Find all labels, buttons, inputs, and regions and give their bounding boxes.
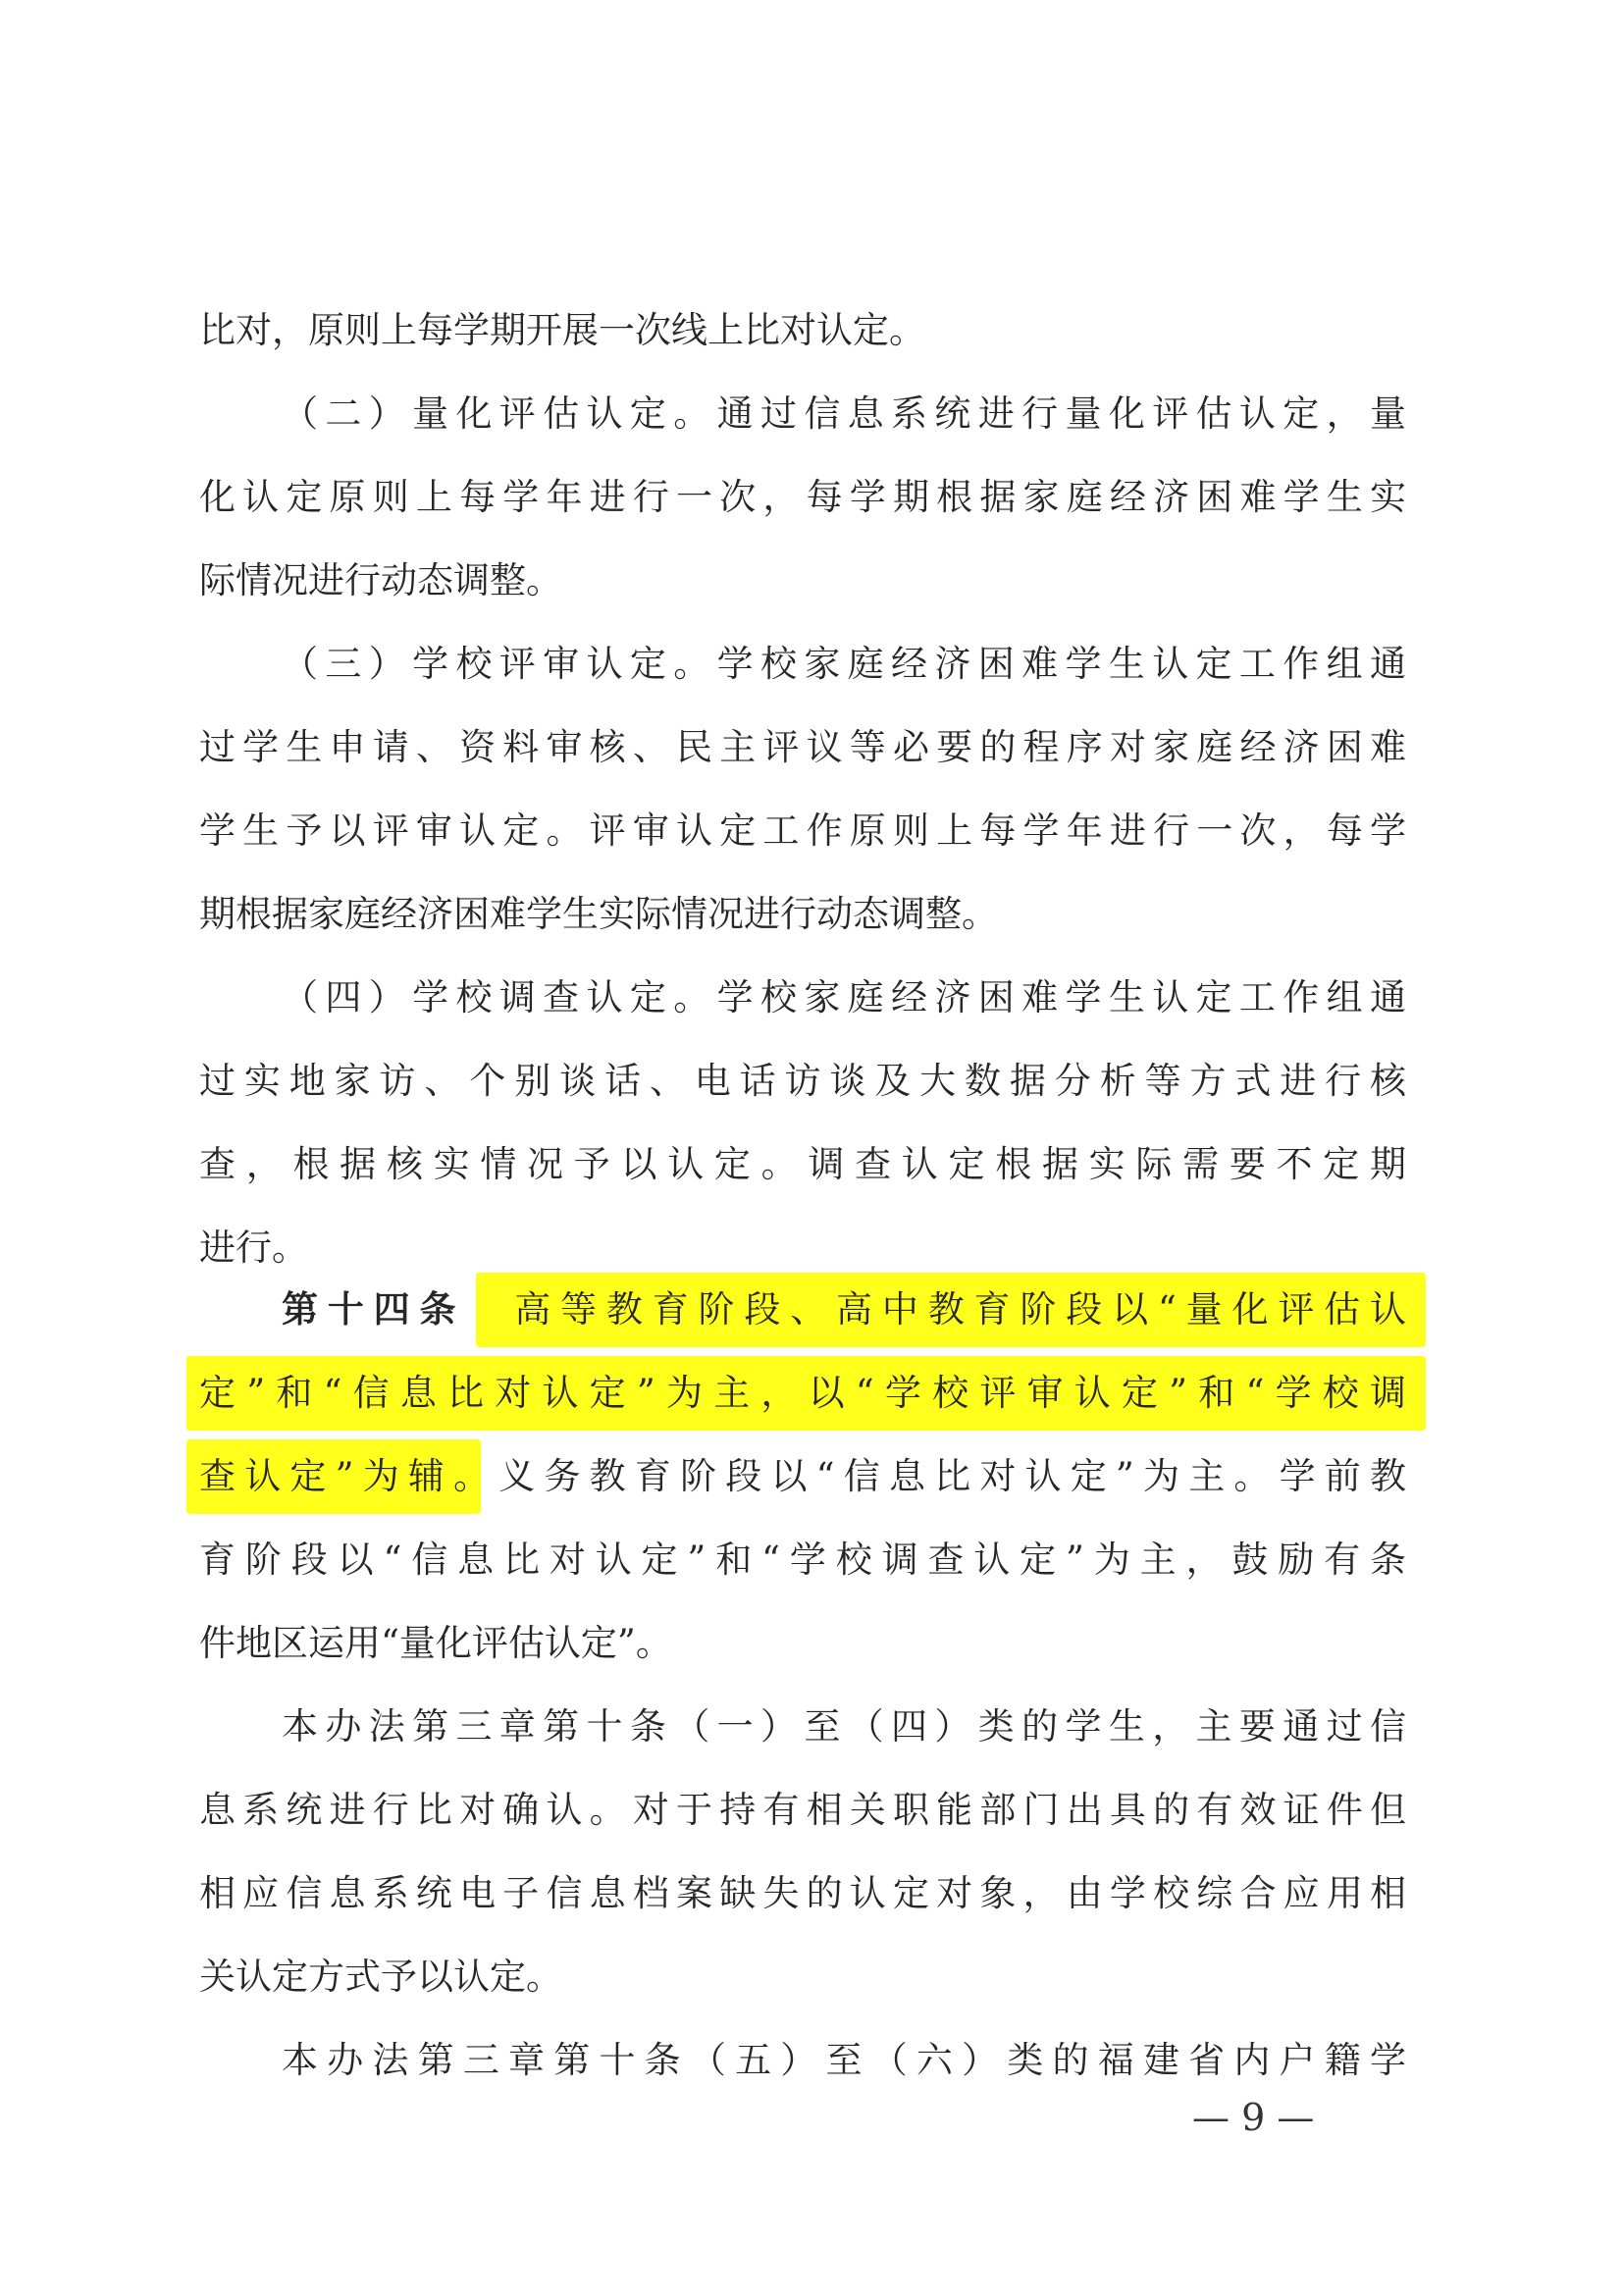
text-segment: 。义务教育阶段以“信息比对认定”为主。学前教 (453, 1455, 1406, 1497)
article-14-line-3 (199, 1435, 1406, 1518)
text-line: （三）学校评审认定。学校家庭经济困难学生认定工作组通 (282, 643, 1406, 685)
text-line: 学生予以评审认定。评审认定工作原则上每学年进行一次，每学 (199, 809, 1406, 852)
text-line: （二）量化评估认定。通过信息系统进行量化评估认定，量 (282, 392, 1406, 435)
text-line: 期根据家庭经济困难学生实际情况进行动态调整。 (199, 893, 998, 935)
text-line: 关认定方式予以认定。 (199, 1956, 562, 1998)
page-number: — 9 — (1192, 2096, 1315, 2139)
text-line: 查，根据核实情况予以认定。调查认定根据实际需要不定期 (199, 1143, 1406, 1185)
text-line: 际情况进行动态调整。 (199, 559, 562, 601)
text-line: 本办法第三章第十条（五）至（六）类的福建省内户籍学 (282, 2039, 1406, 2081)
text-line: 相应信息系统电子信息档案缺失的认定对象，由学校综合应用相 (199, 1872, 1406, 1914)
article-label: 第十四条 (282, 1288, 466, 1331)
highlighted-text-line: 定”和“信息比对认定”为主，以“学校评审认定”和“学校调 (199, 1372, 1406, 1414)
text-line: （四）学校调查认定。学校家庭经济困难学生认定工作组通 (282, 976, 1406, 1018)
text-line: 过学生申请、资料审核、民主评议等必要的程序对家庭经济困难 (199, 726, 1406, 768)
text-line: 化认定原则上每学年进行一次，每学期根据家庭经济困难学生实 (199, 476, 1406, 518)
text-line: 育阶段以“信息比对认定”和“学校调查认定”为主，鼓励有条 (199, 1539, 1406, 1581)
article-14-line-1 (282, 1269, 1406, 1351)
text-line: 本办法第三章第十条（一）至（四）类的学生，主要通过信 (282, 1705, 1406, 1748)
text-line: 比对，原则上每学期开展一次线上比对认定。 (199, 309, 925, 351)
highlighted-text: 高等教育阶段、高中教育阶段以“量化评估认 (504, 1288, 1407, 1331)
text-line: 件地区运用“量化评估认定”。 (199, 1622, 672, 1664)
highlighted-text: 查认定”为辅 (199, 1455, 454, 1497)
text-line: 进行。 (199, 1226, 308, 1269)
text-line: 息系统进行比对确认。对于持有相关职能部门出具的有效证件但 (199, 1789, 1406, 1831)
text-line: 过实地家访、个别谈话、电话访谈及大数据分析等方式进行核 (199, 1060, 1406, 1102)
